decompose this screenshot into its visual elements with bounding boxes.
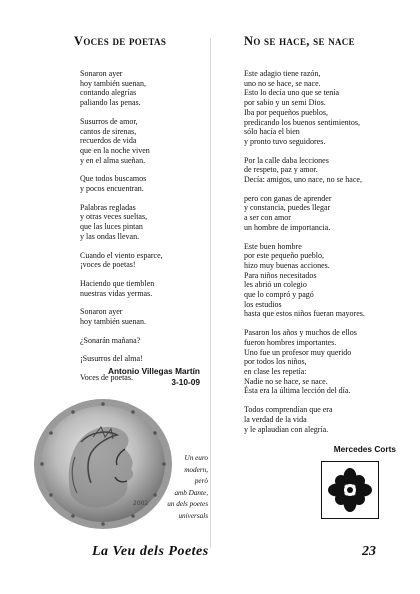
poem-stanza <box>244 405 394 434</box>
caption-line: però <box>194 477 208 485</box>
poem-line: hasta que estos niños fueran mayores. <box>244 309 365 319</box>
poem-stanza <box>244 156 394 185</box>
poem-line: predicando los buenos sentimientos, <box>244 117 360 127</box>
poem-stanza <box>80 354 200 364</box>
poem-stanza <box>80 307 200 326</box>
poem-line: que en la noche viven <box>80 145 150 155</box>
svg-text:2002: 2002 <box>133 500 149 507</box>
poem-line: y las ondas llevan. <box>80 231 140 241</box>
poem-line: hoy también suenan. <box>80 317 146 327</box>
caption-line: amb Dante, <box>174 488 208 497</box>
poem-stanza <box>80 251 200 270</box>
poem-line: ¡voces de poetas! <box>80 260 136 270</box>
poem-stanza <box>80 336 200 346</box>
poem-stanza <box>244 194 394 233</box>
right-poem-body <box>244 69 394 443</box>
poem-line: y pocos encuentran. <box>80 184 144 194</box>
poem-line: de respeto, paz y amor. <box>244 165 318 175</box>
poem-line: por sabio y un semi Dios. <box>244 98 326 108</box>
poem-line: la verdad de la vida <box>244 414 307 424</box>
poem-stanza <box>80 69 200 108</box>
poem-line: Sonaron ayer <box>80 69 123 78</box>
page-number: 23 <box>362 544 376 559</box>
poem-line: y le aplaudían con alegría. <box>244 424 329 434</box>
poem-line: por este pequeño pueblo, <box>244 251 324 261</box>
poem-line: ¡Susurros del alma! <box>80 354 143 364</box>
poem-stanza <box>80 203 200 242</box>
poem-line: paliando las penas. <box>80 98 141 108</box>
left-poem-signature <box>108 366 200 388</box>
poem-line: uno no se hace, se nace. <box>244 78 321 88</box>
poem-line: Por la calle daba lecciones <box>244 155 329 165</box>
poem-line: Sonaron ayer <box>80 307 123 317</box>
poem-line: recuerdos de vida <box>80 136 137 146</box>
poem-line: y constancia, puedes llegar <box>244 203 331 213</box>
poem-line: en clase les repetía: <box>244 366 307 376</box>
poem-stanza <box>244 328 394 396</box>
poem-line: Que todos buscamos <box>80 174 147 184</box>
poem-line: que lo compró y pagó <box>244 290 314 300</box>
right-author-name: Mercedes Corts <box>333 444 396 454</box>
poem-line: a ser con amor <box>244 213 291 223</box>
poem-line: Pasaron los años y muchos de ellos <box>244 328 357 338</box>
column-divider <box>210 38 211 548</box>
poem-line: Este buen hombre <box>244 241 302 251</box>
poem-stanza <box>80 279 200 298</box>
poem-line: Iba por pequeños pueblos, <box>244 107 328 117</box>
poem-line: nuestras vidas yermas. <box>80 288 153 298</box>
poem-line: Este adagio tiene razón, <box>244 69 321 78</box>
poem-line: Nadie no se hace, se nace. <box>244 376 328 386</box>
footer-magazine-title: La Veu dels Poetes <box>92 544 209 559</box>
poem-line: Palabras regladas <box>80 202 136 212</box>
poem-line: Todos comprendían que era <box>244 405 333 415</box>
poem-line: Cuando el viento esparce, <box>80 250 163 260</box>
poem-line: pero con ganas de aprender <box>244 193 332 203</box>
left-poem-body <box>80 69 200 392</box>
coin-caption <box>146 453 208 522</box>
caption-line: un dels poetes <box>167 500 208 508</box>
poem-line: y otras veces sueltas, <box>80 212 148 222</box>
poem-line: fueron hombres importantes. <box>244 337 337 347</box>
poem-line: y pronto tuvo seguidores. <box>244 136 326 146</box>
left-author-name: Antonio Villegas Martín <box>107 366 200 376</box>
poem-line: contando alegrías <box>80 88 137 98</box>
left-poem-date: 3-10-09 <box>171 377 200 387</box>
poem-line: les abrió un colegio <box>244 280 307 290</box>
poem-line: por todos los niños, <box>244 357 307 367</box>
poem-line: Decía: amigos, uno nace, no se hace, <box>244 175 362 185</box>
poem-line: Para niños necesitados <box>244 270 317 280</box>
poem-line: hoy también suenan, <box>80 78 146 88</box>
caption-line: universals <box>178 511 208 520</box>
poem-stanza <box>80 117 200 166</box>
poem-line: un hombre de importancia. <box>244 222 331 232</box>
poem-line: y en el alma sueñan. <box>80 155 146 165</box>
poem-stanza <box>244 242 394 320</box>
poem-line: que las luces pintan <box>80 222 143 232</box>
poem-stanza <box>80 174 200 193</box>
caption-line: modern, <box>184 465 208 474</box>
poem-line: Haciendo que tiemblen <box>80 278 155 288</box>
flower-ornament-icon <box>321 461 379 519</box>
left-poem-title: Voces de poetas <box>74 34 167 48</box>
poem-line: ¿Sonarán mañana? <box>80 335 141 345</box>
poem-stanza <box>244 69 394 147</box>
poem-line: cantos de sirenas, <box>80 126 137 136</box>
poem-line: Esto lo decía uno que se tenía <box>244 88 340 98</box>
poem-line: sólo hacía el bien <box>244 127 300 137</box>
poem-line: hizo muy buenas acciones. <box>244 260 330 270</box>
caption-line: Un euro <box>184 454 208 462</box>
poem-line: Susurros de amor, <box>80 116 138 126</box>
poem-line: Voces de poetas. <box>80 373 133 383</box>
poem-line: los estudios <box>244 299 282 309</box>
right-poem-title: No se hace, se nace <box>244 34 355 48</box>
poem-line: Ésta era la última lección del día. <box>244 386 351 396</box>
poem-line: Uno fue un profesor muy querido <box>244 347 352 357</box>
